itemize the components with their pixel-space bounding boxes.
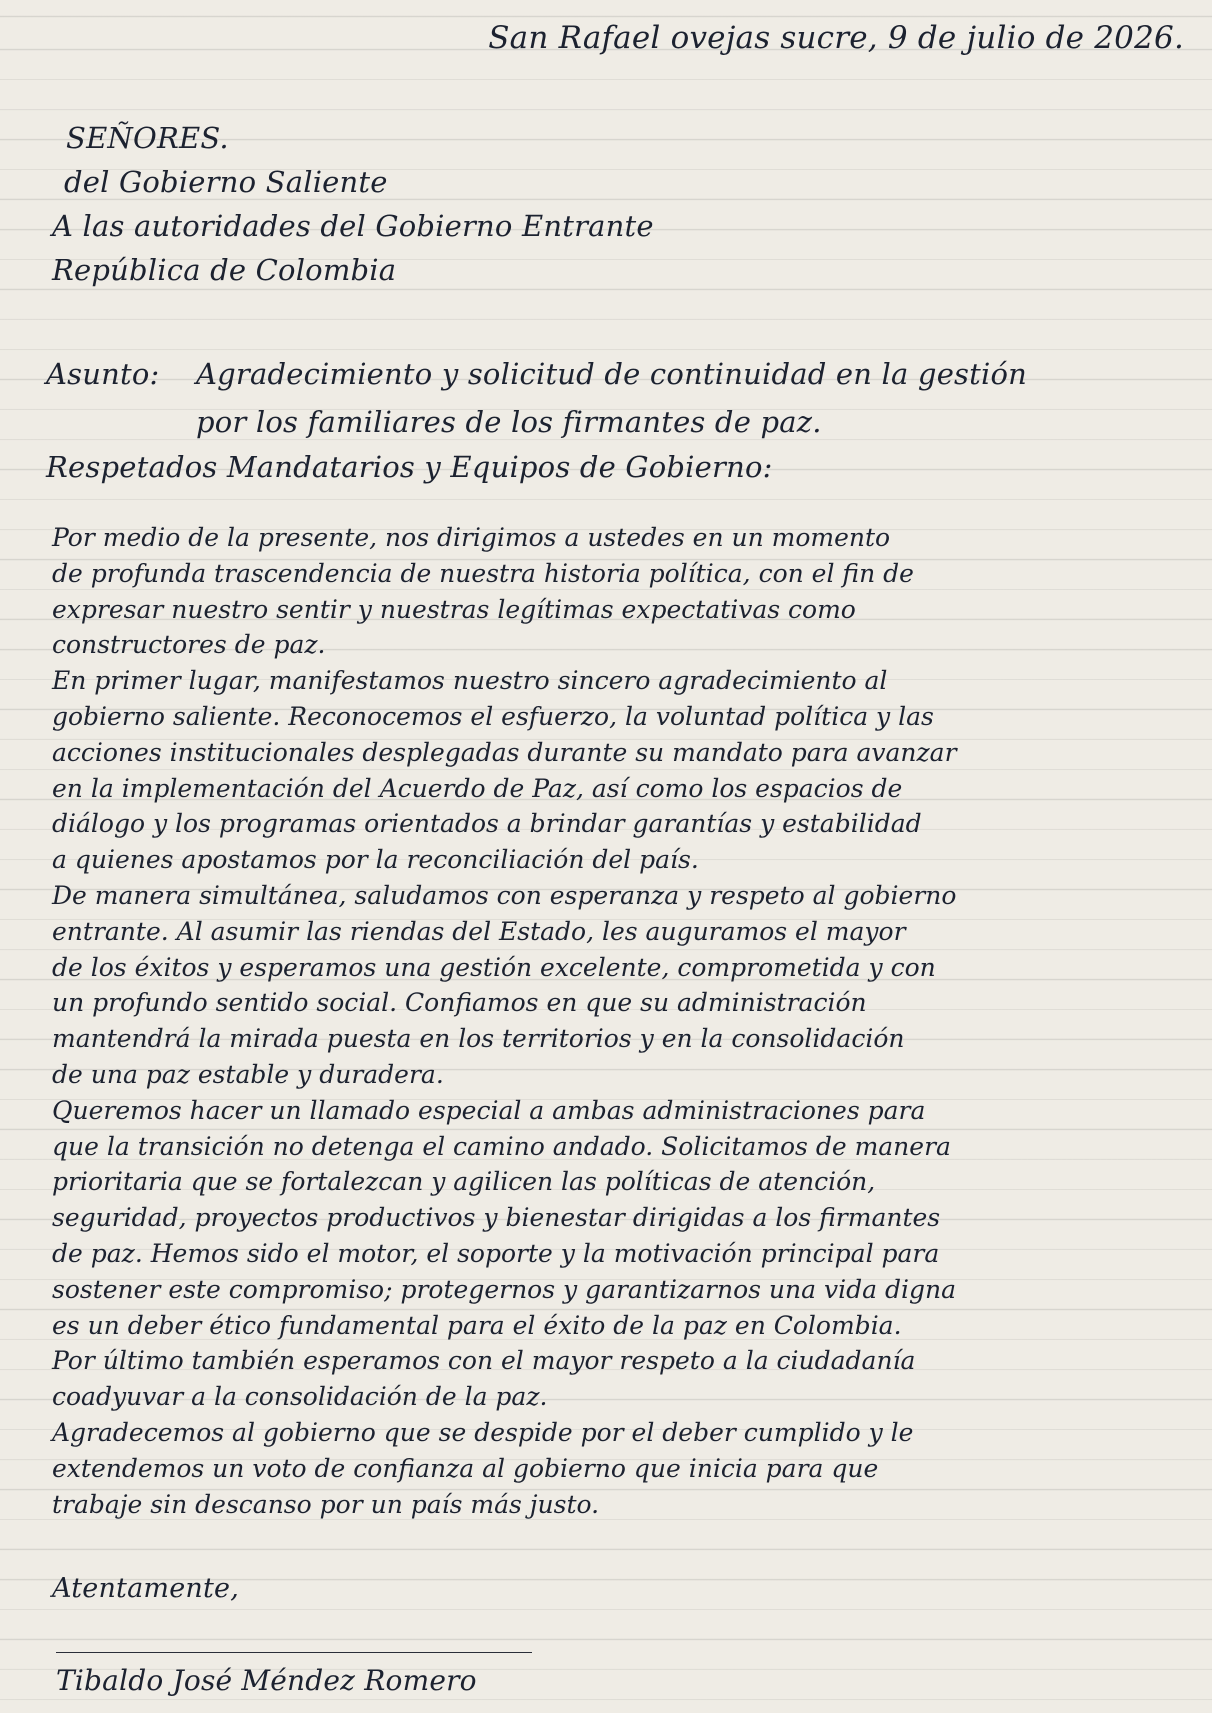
salutation: Respetados Mandatarios y Equipos de Gobierno:	[46, 450, 773, 484]
body-line: extendemos un voto de confianza al gobierno que inicia para que	[52, 1453, 879, 1483]
letter-body	[52, 520, 957, 1522]
body-line: coadyuvar a la consolidación de la paz.	[52, 1382, 548, 1412]
body-line: que la transición no detenga el camino andado. Solicitamos de manera	[52, 1131, 951, 1161]
subject-line: Agradecimiento y solicitud de continuidad en la gestión	[196, 357, 1028, 391]
recipients-block	[52, 116, 654, 292]
subject-label: Asunto:	[46, 357, 160, 391]
body-line: constructores de paz.	[52, 630, 326, 660]
body-line: prioritaria que se fortalezcan y agilicen las políticas de atención,	[52, 1167, 876, 1197]
body-line: seguridad, proyectos productivos y bienestar dirigidas a los firmantes	[52, 1203, 941, 1233]
body-line: gobierno saliente. Reconocemos el esfuerzo, la voluntad política y las	[52, 701, 934, 731]
subject-block	[46, 350, 1027, 446]
body-line: mantendrá la mirada puesta en los territorios y en la consolidación	[52, 1024, 905, 1054]
body-line: de profunda trascendencia de nuestra historia política, con el fin de	[52, 558, 914, 588]
body-line: acciones institucionales desplegadas durante su mandato para avanzar	[52, 737, 957, 767]
closing: Atentamente,	[52, 1573, 239, 1604]
body-line: De manera simultánea, saludamos con esperanza y respeto al gobierno	[52, 880, 957, 910]
signature-name: Tibaldo José Méndez Romero	[56, 1664, 477, 1697]
subject-line: por los familiares de los firmantes de paz.	[196, 405, 822, 439]
body-line: Queremos hacer un llamado especial a ambas administraciones para	[52, 1095, 926, 1125]
body-line: Por medio de la presente, nos dirigimos a ustedes en un momento	[52, 523, 891, 552]
body-line: entrante. Al asumir las riendas del Estado, les auguramos el mayor	[52, 916, 906, 946]
body-line: Agradecemos al gobierno que se despide por el deber cumplido y le	[52, 1417, 914, 1447]
body-line: de una paz estable y duradera.	[52, 1059, 444, 1089]
body-line: En primer lugar, manifestamos nuestro sincero agradecimiento al	[52, 666, 888, 696]
body-line: es un deber ético fundamental para el éxito de la paz en Colombia.	[52, 1310, 902, 1340]
recipient-line: SEÑORES.	[66, 121, 229, 155]
body-line: expresar nuestro sentir y nuestras legítimas expectativas como	[52, 594, 856, 624]
recipient-line: del Gobierno Saliente	[64, 165, 388, 199]
body-line: Por último también esperamos con el mayor respeto a la ciudadanía	[52, 1346, 916, 1376]
body-line: un profundo sentido social. Confiamos en que su administración	[52, 988, 867, 1018]
signature-line	[56, 1652, 532, 1653]
body-line: a quienes apostamos por la reconciliación del país.	[52, 845, 699, 875]
recipient-line: A las autoridades del Gobierno Entrante	[52, 209, 654, 243]
place-date: San Rafael ovejas sucre, 9 de julio de 2026.	[488, 20, 1184, 56]
body-line: diálogo y los programas orientados a brindar garantías y estabilidad	[52, 809, 922, 839]
body-line: sostener este compromiso; protegernos y garantizarnos una vida digna	[52, 1274, 956, 1304]
body-line: trabaje sin descanso por un país más justo.	[52, 1489, 600, 1519]
body-line: de paz. Hemos sido el motor, el soporte y la motivación principal para	[52, 1238, 940, 1268]
body-line: de los éxitos y esperamos una gestión excelente, comprometida y con	[52, 952, 936, 982]
body-line: en la implementación del Acuerdo de Paz, así como los espacios de	[52, 773, 903, 803]
recipient-line: República de Colombia	[52, 253, 397, 287]
